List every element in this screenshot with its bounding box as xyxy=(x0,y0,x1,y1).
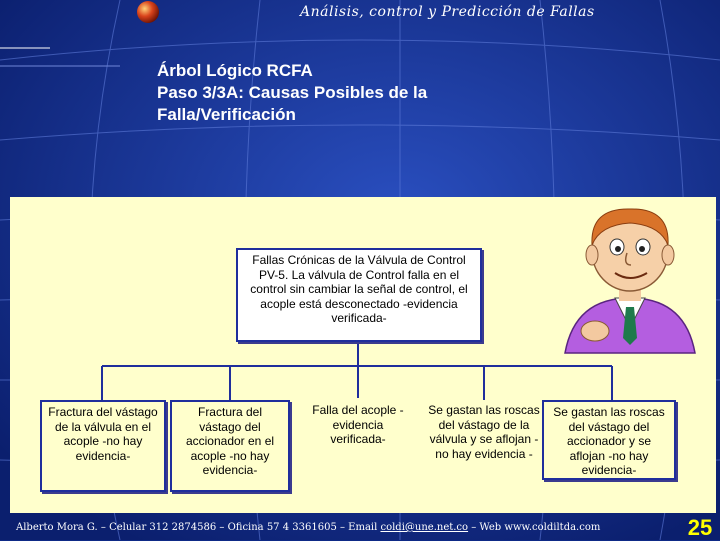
cause-node: Fractura del vástago de la válvula en el acople -no hay evidencia- xyxy=(40,400,166,492)
cartoon-character-icon xyxy=(555,203,705,360)
cause-node: Fractura del vástago del accionador en el acople -no hay evidencia- xyxy=(170,400,290,492)
slide-title-line: Árbol Lógico RCFA xyxy=(157,61,313,80)
page-number: 25 xyxy=(687,515,713,540)
cause-node: Se gastan las roscas del vástago de la válvula y se aflojan -no hay evidencia - xyxy=(422,400,546,508)
cause-node: Se gastan las roscas del vástago del accionador y se aflojan -no hay evidencia- xyxy=(542,400,676,480)
header-title: Análisis, control y Predicción de Fallas xyxy=(300,4,595,20)
cause-node-verified: Falla del acople -evidencia verificada- xyxy=(300,400,416,456)
slide-title-line: Paso 3/3A: Causas Posibles de la xyxy=(157,83,428,102)
root-cause-node: Fallas Crónicas de la Válvula de Control PV-5. La válvula de Control falla en el control sin cambiar la señal de control, el acople está desconectado -evidencia verificada- xyxy=(236,248,482,342)
footer-text: Alberto Mora G. – Celular 312 2874586 – Oficina 57 4 3361605 – Email xyxy=(16,522,381,533)
slide-title-line: Falla/Verificación xyxy=(157,105,296,124)
footer-text: – Web www.coldiltda.com xyxy=(468,522,601,533)
footer-contact xyxy=(16,522,656,533)
footer-email-link[interactable]: coldi@une.net.co xyxy=(380,522,469,533)
